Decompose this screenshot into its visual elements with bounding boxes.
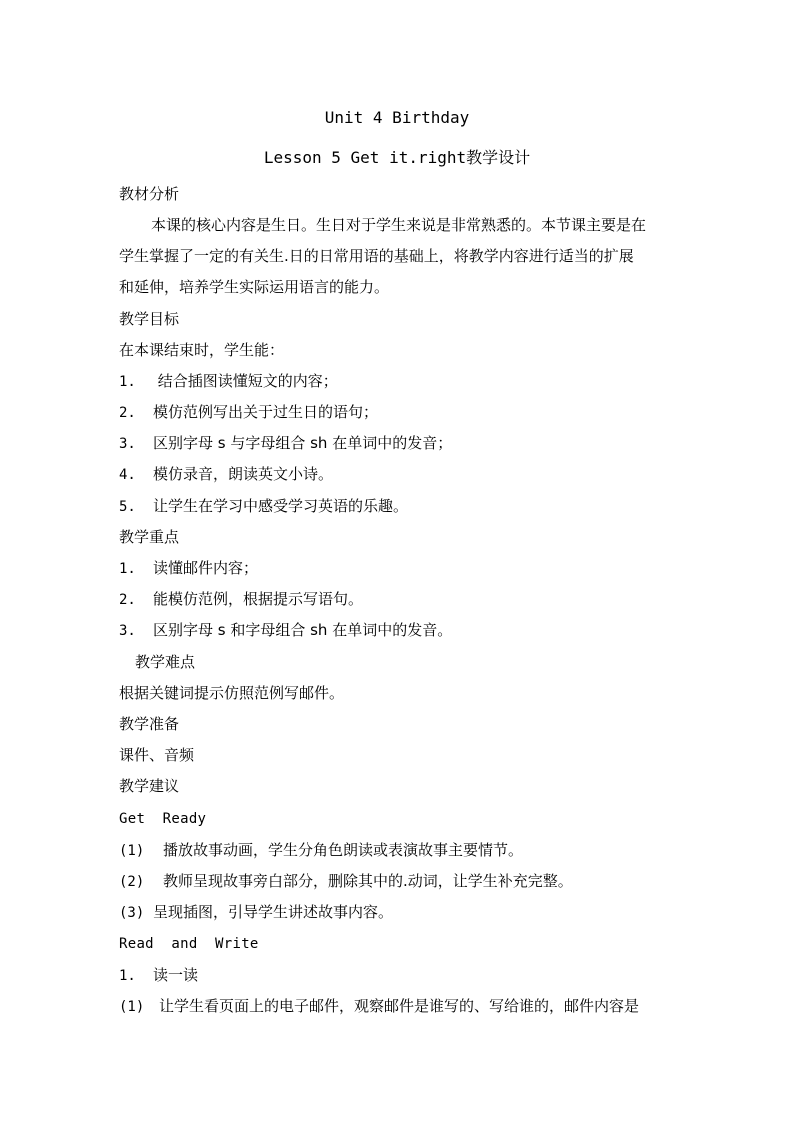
lesson-title-suffix: 教学设计 — [466, 148, 531, 167]
read-write-subnumber: (1) — [119, 999, 145, 1015]
objective-text: 结合插图读懂短文的内容； — [153, 372, 338, 390]
unit-title-text: Unit 4 Birthday — [324, 108, 470, 127]
keypoint-item — [119, 589, 363, 610]
get-ready-text: 教师呈现故事旁白部分，删除其中的.动词，让学生补充完整。 — [163, 872, 573, 890]
read-write-subitem — [119, 996, 639, 1017]
objective-text: 模仿录音，朗读英文小诗。 — [153, 465, 334, 483]
difficulty-heading: 教学难点 — [135, 653, 196, 671]
read-write-heading: Read and Write — [119, 936, 259, 952]
get-ready-text: 播放故事动画，学生分角色朗读或表演故事主要情节。 — [163, 841, 524, 859]
objective-number: 5. — [119, 499, 136, 515]
get-ready-item — [119, 840, 523, 861]
get-ready-text: 呈现插图，引导学生讲述故事内容。 — [153, 903, 394, 921]
keypoint-number: 3. — [119, 623, 136, 639]
objective-item — [119, 464, 333, 485]
objective-item — [119, 496, 408, 517]
read-write-subtext: 让学生看页面上的电子邮件，观察邮件是谁写的、写给谁的，邮件内容是 — [159, 997, 640, 1015]
objective-text: 让学生在学习中感受学习英语的乐趣。 — [153, 497, 409, 515]
get-ready-heading: Get Ready — [119, 811, 207, 827]
keypoint-number: 1. — [119, 561, 136, 577]
analysis-paragraph-line-1: 本课的核心内容是生日。生日对于学生来说是非常熟悉的。本节课主要是在 — [151, 216, 647, 234]
read-write-text: 读一读 — [153, 966, 199, 984]
prep-text: 课件、音频 — [119, 746, 195, 764]
get-ready-item — [119, 871, 573, 892]
get-ready-number: (1) — [119, 843, 145, 859]
prep-heading: 教学准备 — [119, 715, 180, 733]
analysis-heading: 教材分析 — [119, 185, 180, 203]
read-write-number: 1. — [119, 968, 136, 984]
objective-number: 2. — [119, 405, 136, 421]
get-ready-item — [119, 902, 393, 923]
keypoint-item — [119, 620, 452, 641]
objective-item — [119, 402, 378, 423]
lesson-title-prefix: Lesson 5 Get it.right — [263, 148, 467, 167]
objectives-intro: 在本课结束时，学生能： — [119, 341, 285, 359]
objectives-heading: 教学目标 — [119, 310, 180, 328]
unit-title — [0, 108, 794, 128]
objective-number: 1. — [119, 374, 136, 390]
objective-item — [119, 371, 338, 392]
get-ready-number: (2) — [119, 874, 145, 890]
read-write-item — [119, 965, 198, 986]
objective-number: 4. — [119, 467, 136, 483]
keypoint-text: 读懂邮件内容； — [153, 559, 259, 577]
objective-text: 模仿范例写出关于过生日的语句； — [153, 403, 379, 421]
keypoint-item — [119, 558, 258, 579]
objective-text: 区别字母 s 与字母组合 sh 在单词中的发音； — [153, 434, 453, 452]
objective-number: 3. — [119, 436, 136, 452]
analysis-paragraph-line-3: 和延伸，培养学生实际运用语言的能力。 — [119, 278, 390, 296]
difficulty-text: 根据关键词提示仿照范例写邮件。 — [119, 684, 345, 702]
keypoint-text: 能模仿范例，根据提示写语句。 — [153, 590, 364, 608]
keypoint-text: 区别字母 s 和字母组合 sh 在单词中的发音。 — [153, 621, 453, 639]
objective-item — [119, 433, 452, 454]
get-ready-number: (3) — [119, 905, 145, 921]
keypoints-heading: 教学重点 — [119, 528, 180, 546]
lesson-title — [0, 148, 794, 168]
analysis-paragraph-line-2: 学生掌握了一定的有关生.日的日常用语的基础上，将教学内容进行适当的扩展 — [119, 247, 634, 265]
suggest-heading: 教学建议 — [119, 777, 180, 795]
keypoint-number: 2. — [119, 592, 136, 608]
